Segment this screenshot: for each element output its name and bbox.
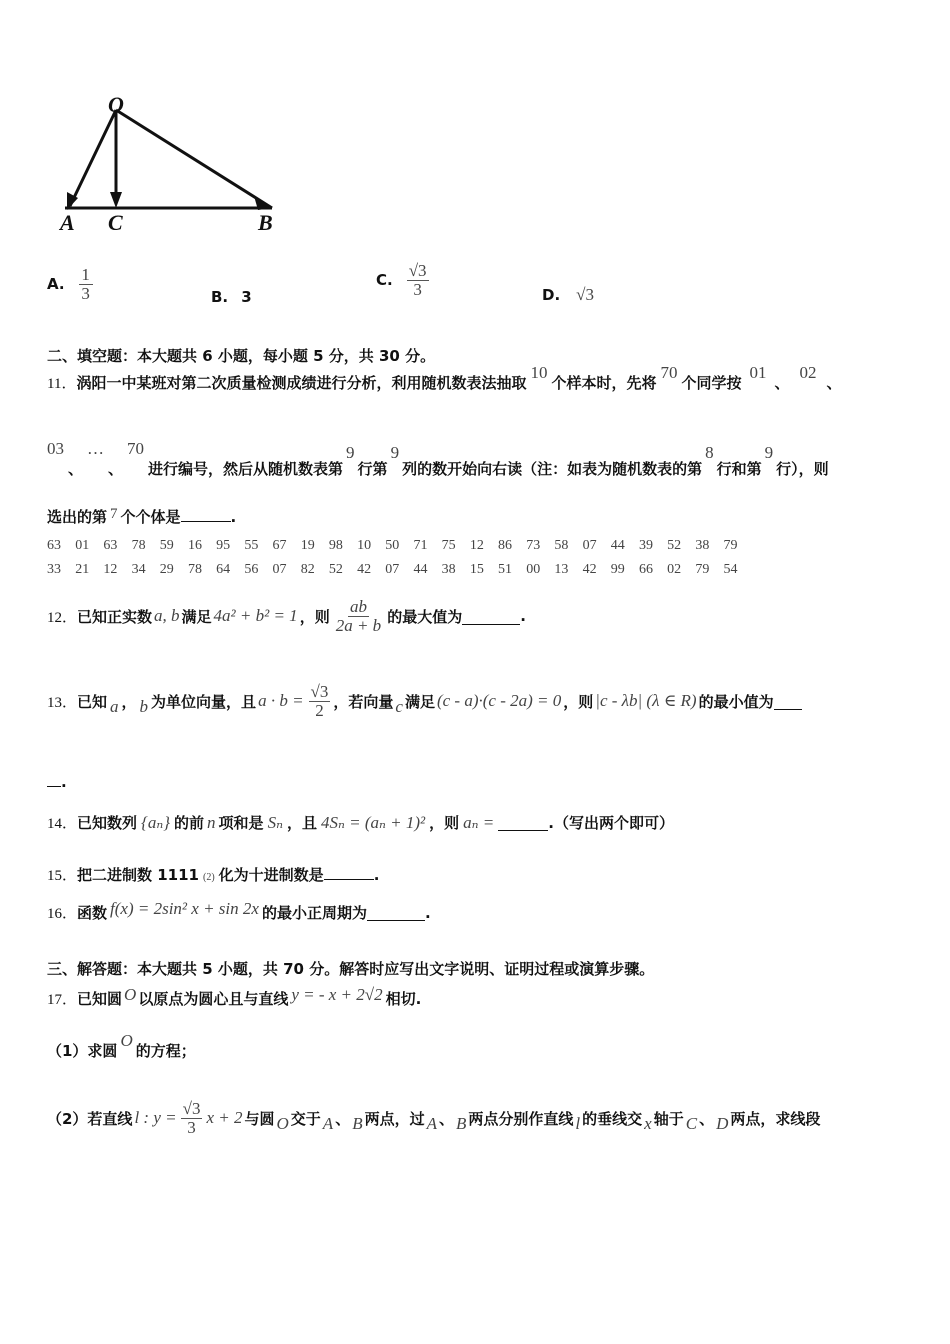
q15-number: 15． [47, 868, 78, 884]
q11-math: 10 [530, 363, 548, 382]
table-cell: 33 [47, 562, 61, 577]
q13-number: 13． [47, 694, 78, 711]
table-cell: 71 [413, 538, 428, 553]
q17-part2-text: 与圆 [244, 1109, 275, 1128]
q11-text: 涡阳一中某班对第二次质量检测成绩进行分析，利用随机数表法抽取 [76, 374, 527, 392]
option-a-num: 1 [81, 265, 90, 284]
q12-frac-den: 2a + b [335, 615, 382, 635]
q17-part2-math: D [716, 1114, 729, 1134]
q13-math: a [110, 697, 119, 717]
q11-math: 03 [47, 439, 64, 458]
q14-number: 14． [47, 816, 78, 832]
q11-answer-blank[interactable] [181, 521, 231, 522]
q13-text: ， [121, 692, 137, 711]
q17-math: y = - x + 2√2 [291, 984, 383, 1004]
q12-text: 已知正实数 [77, 607, 153, 626]
q14-text: 项和是 [218, 814, 264, 832]
q14-text: ，则 [429, 814, 460, 832]
table-cell: 16 [187, 538, 202, 553]
q11-text: 行和第 [716, 460, 762, 478]
q11-math: 02 [799, 363, 817, 382]
q17-part2-text: 的垂线交 [582, 1109, 643, 1128]
q17-math: O [124, 984, 137, 1004]
table-cell: 98 [328, 538, 343, 553]
q15-text: 化为十进制数是 [218, 866, 324, 884]
q14-math: {aₙ} [141, 812, 171, 832]
option-d-letter: D. [542, 286, 561, 304]
table-cell: 52 [667, 538, 682, 553]
table-cell: 55 [244, 538, 259, 553]
q14-text: 已知数列 [77, 814, 138, 832]
q16-answer-blank[interactable] [367, 904, 425, 921]
q12-frac-num: ab [349, 597, 367, 616]
q17-part2-text: （2）若直线 [47, 1109, 133, 1128]
table-cell: 99 [610, 562, 625, 577]
q14-math: 4Sₙ = (aₙ + 1)² [320, 812, 426, 832]
q17 [47, 984, 422, 1009]
q13-text: 已知 [77, 692, 108, 711]
q13-frac-num: √3 [310, 682, 329, 701]
option-a-letter: A. [47, 275, 65, 294]
option-d-value: √3 [576, 285, 594, 304]
q11-text: 个样本时，先将 [551, 374, 657, 392]
q17-part2-text: 两点分别作直线 [468, 1109, 574, 1128]
q15-text: 把二进制数 1111 [77, 866, 199, 884]
q11-math: 7 [110, 506, 118, 522]
table-cell: 58 [554, 538, 569, 553]
q12-text: ，则 [299, 607, 330, 626]
table-cell: 66 [638, 562, 653, 577]
table-cell: 75 [441, 538, 456, 553]
q17-part2 [47, 1100, 820, 1137]
table-cell: 73 [526, 538, 541, 553]
q11-text: 、 [68, 460, 84, 478]
table-cell: 82 [300, 562, 315, 577]
q11-math: … [87, 439, 105, 458]
q17-part2-math: C [685, 1114, 698, 1134]
table-cell: 10 [357, 538, 372, 553]
option-a-den: 3 [81, 283, 90, 303]
q11-math: 8 [705, 443, 714, 462]
table-cell: 79 [695, 562, 710, 577]
q17-part2-frac-den: 3 [187, 1117, 196, 1137]
label-o: O [108, 92, 124, 117]
q14-answer-blank[interactable] [498, 814, 548, 831]
option-c-den: 3 [413, 279, 422, 299]
label-b: B [258, 210, 273, 235]
table-cell: 21 [75, 562, 90, 577]
random-table-row9 [47, 562, 752, 578]
table-cell: 29 [159, 562, 174, 577]
q17-part2-math: A [426, 1114, 437, 1134]
option-a [47, 266, 93, 303]
q11-line2 [47, 439, 927, 478]
q17-text: 相切. [385, 990, 422, 1008]
q16-number: 16． [47, 906, 78, 922]
table-cell: 01 [75, 538, 90, 553]
q13-math: c [395, 697, 403, 717]
table-cell: 44 [413, 562, 428, 577]
q12-math: a, b [154, 606, 180, 626]
table-cell: 02 [667, 562, 682, 577]
q17-part2-math: x [644, 1114, 652, 1134]
q12-text: . [520, 607, 526, 626]
table-cell: 12 [103, 562, 118, 577]
q11-number: 11． [47, 376, 77, 392]
q14-text: 的前 [174, 814, 205, 832]
table-cell: 07 [272, 562, 287, 577]
label-a: A [60, 210, 75, 235]
q13-math: b [139, 697, 149, 717]
q17-part2-text: 、 [699, 1109, 715, 1128]
table-cell: 78 [131, 538, 146, 553]
q17-text: 已知圆 [77, 990, 123, 1008]
q15-subscript: (2) [203, 872, 215, 883]
q11-text: 、 [774, 374, 790, 392]
q16-text: 函数 [77, 904, 108, 922]
q16-text: 的最小正周期为 [261, 904, 367, 922]
q17-part2-math: O [276, 1114, 289, 1134]
q13-frac-den: 2 [315, 700, 324, 720]
q17-part2-text: 轴于 [653, 1109, 684, 1128]
table-cell: 38 [441, 562, 456, 577]
option-c-letter: C. [376, 271, 393, 290]
table-cell: 00 [526, 562, 541, 577]
table-cell: 54 [723, 562, 738, 577]
q15 [47, 864, 379, 885]
q17-part2-math: A [322, 1114, 334, 1134]
q16-math: f(x) = 2sin² x + sin 2x [110, 898, 259, 918]
q17-part1-text: （1）求圆 [47, 1042, 118, 1060]
q13-math: a · b = [258, 691, 304, 711]
q11-text: 个同学按 [681, 374, 742, 392]
q13-math: |c - λb| (λ ∈ R) [595, 691, 697, 711]
table-cell: 50 [385, 538, 400, 553]
q17-part2-text: 交于 [290, 1109, 321, 1128]
q14-math: Sₙ [267, 812, 283, 832]
option-c-num: √3 [408, 261, 427, 280]
q11-math: 01 [749, 363, 767, 382]
q12-math: 4a² + b² = 1 [213, 606, 298, 626]
q11-math: 70 [127, 439, 145, 458]
option-b [211, 287, 252, 306]
q17-part1-math: O [120, 1030, 133, 1050]
table-cell: 07 [385, 562, 400, 577]
q13-text: . [61, 773, 67, 791]
q13-text: 满足 [404, 692, 435, 711]
q17-number: 17． [47, 992, 78, 1008]
table-cell: 79 [723, 538, 738, 553]
q15-answer-blank[interactable] [324, 879, 374, 880]
vector-oa [70, 110, 116, 206]
q14-math: n [207, 812, 216, 832]
option-b-letter: B. [211, 288, 229, 306]
section2-title: 二、填空题：本大题共 6 小题，每小题 5 分，共 30 分。 [47, 347, 436, 365]
table-cell: 95 [216, 538, 231, 553]
q11-line1 [47, 363, 927, 393]
option-c [376, 262, 429, 299]
q17-text: 以原点为圆心且与直线 [138, 990, 289, 1008]
option-d [542, 285, 594, 305]
q17-part2-math: l : y = [134, 1108, 177, 1128]
q11-text: 个个体是 [120, 508, 181, 526]
q17-part2-math: B [456, 1114, 467, 1134]
q13-text: 为单位向量，且 [151, 692, 257, 711]
table-cell: 63 [47, 538, 61, 553]
q11-math: 9 [390, 443, 400, 462]
q14-math: aₙ = [463, 812, 495, 832]
triangle-diagram [50, 92, 290, 242]
table-cell: 38 [695, 538, 710, 553]
table-cell: 78 [187, 562, 202, 577]
table-cell: 12 [469, 538, 484, 553]
table-cell: 42 [357, 562, 372, 577]
table-cell: 39 [638, 538, 653, 553]
q13-text: 的最小值为 [698, 692, 774, 711]
q12-text: 满足 [181, 607, 212, 626]
q14 [47, 812, 674, 833]
triangle-figure [50, 92, 290, 242]
q13-answer-blank-cont[interactable] [47, 772, 61, 787]
q11-text: 、 [108, 460, 124, 478]
q12-number: 12． [47, 609, 78, 626]
q11-text: 选出的第 [47, 508, 108, 526]
table-cell: 13 [554, 562, 569, 577]
line-ob [116, 110, 272, 208]
q12 [47, 598, 526, 635]
q13-text: ，若向量 [333, 692, 394, 711]
label-c: C [108, 210, 123, 235]
q17-part2-math: l [575, 1114, 581, 1134]
q12-text: 的最大值为 [387, 607, 463, 626]
table-cell: 19 [300, 538, 315, 553]
table-cell: 51 [498, 562, 512, 577]
table-cell: 59 [159, 538, 174, 553]
q13-math: (c - a)·(c - 2a) = 0 [436, 691, 562, 711]
q11-text: 进行编号，然后从随机数表第 [148, 460, 344, 478]
random-table-row8 [47, 538, 752, 554]
arrow-c-icon [110, 192, 122, 208]
q11-text: 行第 [357, 460, 388, 478]
q17-part2-text: 、 [439, 1109, 455, 1128]
table-cell: 34 [131, 562, 146, 577]
q13 [47, 683, 802, 720]
table-cell: 42 [582, 562, 597, 577]
table-cell: 67 [272, 538, 287, 553]
q16 [47, 898, 431, 923]
q17-part2-math: B [352, 1114, 363, 1134]
q17-part2-text: 两点，过 [364, 1109, 425, 1128]
q11-math: 9 [346, 443, 355, 462]
q16-text: . [424, 903, 431, 922]
section3-title: 三、解答题：本大题共 5 小题，共 70 分。解答时应写出文字说明、证明过程或演算步骤。 [47, 960, 655, 978]
q17-part2-frac-num: √3 [182, 1099, 201, 1118]
q15-text: . [373, 866, 380, 884]
q11-math: 70 [660, 363, 678, 382]
q17-part2-math: x + 2 [206, 1108, 243, 1128]
q12-answer-blank[interactable] [462, 608, 520, 625]
option-b-value: 3 [241, 288, 252, 306]
q11-text: 列的数开始向右读（注：如表为随机数表的第 [402, 460, 703, 478]
table-cell: 07 [582, 538, 597, 553]
q14-text: .（写出两个即可） [548, 814, 674, 832]
q17-part2-text: 、 [335, 1109, 351, 1128]
table-cell: 15 [469, 562, 484, 577]
table-cell: 44 [610, 538, 625, 553]
q13-cont [47, 772, 67, 791]
table-cell: 86 [498, 538, 512, 553]
table-cell: 52 [328, 562, 343, 577]
q13-text: ，则 [563, 692, 594, 711]
q17-part2-text: 两点，求线段 [730, 1109, 821, 1128]
q11-math: 9 [764, 443, 774, 462]
table-cell: 63 [103, 538, 118, 553]
q17-part1-text: 的方程； [135, 1042, 196, 1060]
q17-part1 [47, 1030, 196, 1061]
q11-text: . [230, 508, 237, 526]
q11-text: 、 [826, 374, 842, 392]
table-cell: 64 [216, 562, 231, 577]
q11-text: 行），则 [776, 460, 829, 478]
q13-answer-blank[interactable] [774, 693, 802, 710]
table-cell: 56 [244, 562, 259, 577]
q14-text: ，且 [286, 814, 317, 832]
q11-line3 [47, 506, 236, 527]
